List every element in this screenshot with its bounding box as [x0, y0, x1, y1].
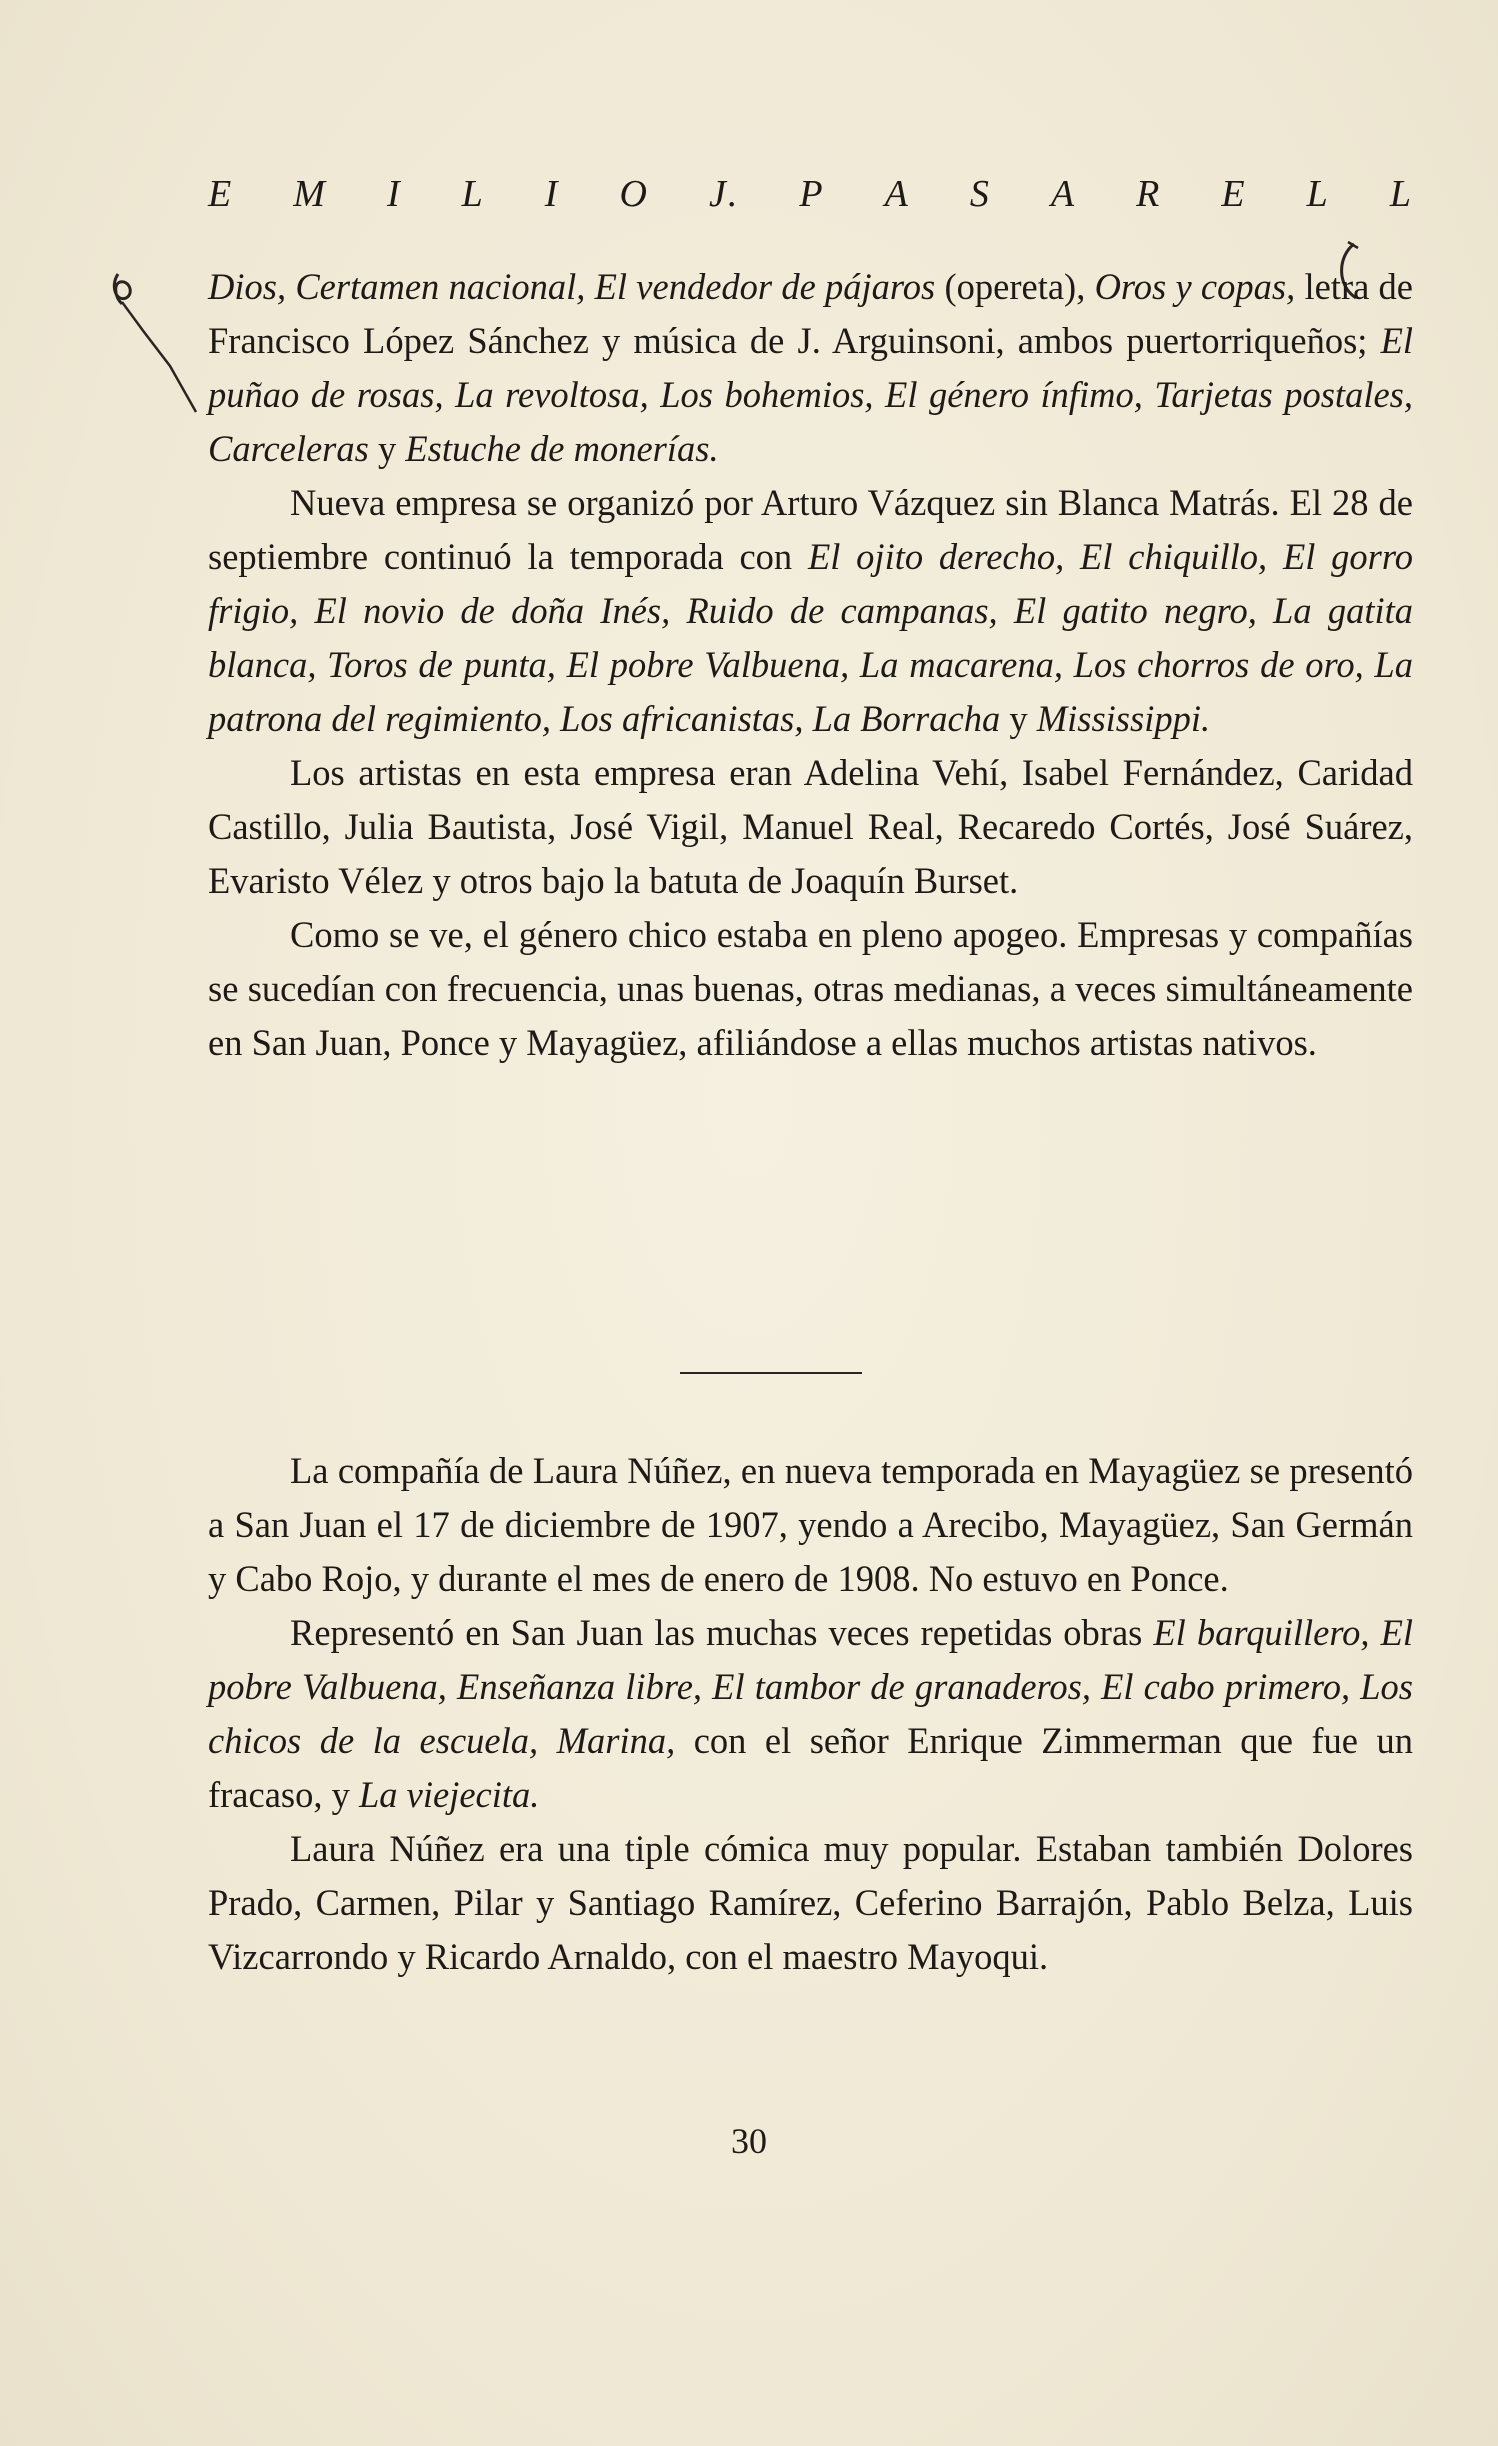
italic-titles: El puñao de rosas, La revoltosa, Los bohemios, El género ínfimo, Tarjetas postales, Carceleras	[208, 320, 1413, 469]
header-letter: I	[386, 173, 402, 215]
italic-titles: Oros y copas,	[1094, 266, 1296, 307]
paragraph: Como se ve, el género chico estaba en pleno apogeo. Empresas y compañías se sucedían con frecuencia, unas buenas, otras medianas, a veces simultáneamente en San Juan, Ponce y Mayagüez, afiliándose a ellas muchos artistas nativos.	[208, 914, 1413, 1063]
header-letter: E	[208, 173, 234, 215]
header-letter: A	[884, 173, 910, 215]
text-run: y	[368, 428, 406, 469]
paragraph	[208, 260, 1413, 476]
section-divider	[680, 1372, 862, 1374]
italic-titles: Dios, Certamen nacional, El vendedor de pájaros	[208, 266, 936, 307]
text-run: con el señor Enrique Zimmerman que fue un fracaso, y	[208, 1720, 1413, 1815]
running-header	[208, 172, 1413, 216]
header-letter: J.	[708, 173, 740, 215]
italic-titles: El barquillero, El pobre Valbuena, Enseñanza libre, El tambor de granaderos, El cabo primero, Los chicos de la escuela, Marina,	[208, 1612, 1414, 1761]
paragraph: La compañía de Laura Núñez, en nueva temporada en Mayagüez se presentó a San Juan el 17 de diciembre de 1907, yendo a Arecibo, Mayagüez, San Germán y Cabo Rojo, y durante el mes de enero de 1908. No estuvo en Ponce.	[208, 1450, 1413, 1599]
header-letter: E	[1221, 173, 1247, 215]
text-run: (opereta),	[935, 266, 1095, 307]
text-run: Nueva empresa se organizó por Arturo Vázquez sin Blanca Matrás. El 28 de septiembre continuó la temporada con	[208, 482, 1413, 577]
margin-annotation-icon	[100, 262, 220, 422]
page-number: 30	[731, 2121, 767, 2161]
header-letter: R	[1136, 173, 1162, 215]
header-letter: I	[544, 173, 560, 215]
paragraph: Los artistas en esta empresa eran Adelina Vehí, Isabel Fernández, Caridad Castillo, Julia Bautista, José Vigil, Manuel Real, Recaredo Cortés, José Suárez, Evaristo Vélez y otros bajo la batuta de Joaquín Burset.	[208, 752, 1413, 901]
header-letter: L	[1306, 173, 1330, 215]
italic-titles: Mississippi.	[1036, 698, 1211, 739]
italic-titles: La viejecita.	[359, 1774, 540, 1815]
paragraph: Laura Núñez era una tiple cómica muy popular. Estaban también Dolores Prado, Carmen, Pilar y Santiago Ramírez, Ceferino Barrajón, Pablo Belza, Luis Vizcarrondo y Ricardo Arnaldo, con el maestro Mayoqui.	[208, 1828, 1413, 1977]
text-run: Representó en San Juan las muchas veces repetidas obras	[290, 1612, 1154, 1653]
text-run: letra de Francisco López Sánchez y música de J. Arguinsoni, ambos puertorriqueños;	[208, 266, 1413, 361]
paragraph	[208, 1606, 1413, 1822]
header-letter: A	[1050, 173, 1077, 215]
header-letter: S	[969, 173, 991, 215]
text-run: y	[1000, 698, 1037, 739]
header-letter: L	[1389, 173, 1413, 215]
italic-titles: Estuche de monerías.	[405, 428, 719, 469]
section-one	[208, 260, 1413, 1070]
italic-titles: El ojito derecho, El chiquillo, El gorro frigio, El novio de doña Inés, Ruido de campanas, El gatito negro, La gatita blanca, Toros de punta, El pobre Valbuena, La macarena, Los chorros de oro, La patrona del regimiento, Los africanistas, La Borracha	[208, 536, 1413, 739]
header-letter: O	[619, 173, 649, 215]
paragraph	[208, 476, 1413, 746]
header-letter: L	[461, 173, 485, 215]
header-letter: M	[293, 173, 327, 215]
header-letter: P	[799, 173, 825, 215]
section-two	[208, 1444, 1413, 1984]
